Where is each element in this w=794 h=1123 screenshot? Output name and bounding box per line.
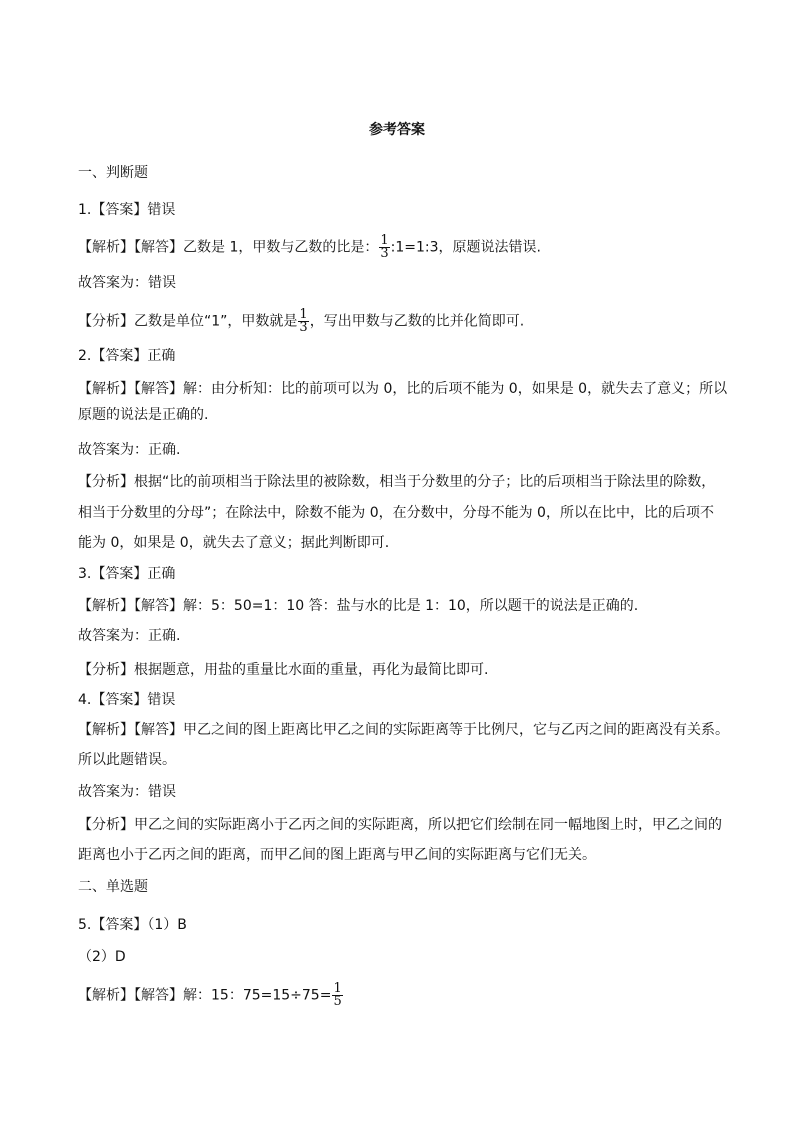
q5-fraction [332, 983, 342, 1008]
q3-conclusion: 故答案为：正确. [78, 628, 181, 644]
q4-explanation-line-1: 【分析】甲乙之间的实际距离小于乙丙之间的实际距离，所以把它们绘制在同一幅地图上时，甲乙之间的 [78, 817, 722, 833]
q5-analysis-text: 【解析】【解答】解：15：75=15÷75= [78, 987, 332, 1004]
section-heading-single-choice: 二、单选题 [78, 879, 148, 895]
page-title: 参考答案 [369, 122, 425, 138]
q1-fraction [379, 235, 389, 260]
q4-answer: 4.【答案】错误 [78, 692, 176, 708]
q1-explanation-text: 【分析】乙数是单位“1”，甲数就是 [78, 313, 298, 330]
q4-explanation-line-2: 距离也小于乙丙之间的距离，而甲乙间的图上距离与甲乙间的实际距离与它们无关。 [78, 847, 596, 863]
q2-answer: 2.【答案】正确 [78, 348, 176, 364]
fraction-denominator: 3 [380, 246, 389, 261]
q1-explanation-text-end: ，写出甲数与乙数的比并化简即可. [309, 313, 525, 330]
q2-explanation-line-3: 能为 0，如果是 0，就失去了意义；据此判断即可. [78, 535, 390, 551]
q1-analysis-text-end: :1=1:3，原题说法错误. [390, 239, 541, 256]
q2-explanation-line-1: 【分析】根据“比的前项相当于除法里的被除数，相当于分数里的分子；比的后项相当于除法里的除数， [78, 474, 716, 490]
q1-answer: 1.【答案】错误 [78, 202, 176, 218]
fraction-denominator: 3 [299, 320, 308, 335]
q1-explanation-fraction [298, 309, 308, 334]
q4-analysis-line-2: 所以此题错误。 [78, 752, 176, 768]
q2-conclusion: 故答案为：正确. [78, 442, 181, 458]
q2-analysis-line-2: 原题的说法是正确的. [78, 407, 209, 423]
q1-analysis [78, 235, 541, 260]
q5-answer: 5.【答案】（1）B [78, 917, 187, 933]
fraction-numerator: 1 [299, 307, 308, 322]
q1-conclusion: 故答案为：错误 [78, 275, 176, 291]
q5-analysis [78, 983, 344, 1008]
q2-explanation-line-2: 相当于分数里的分母”；在除法中，除数不能为 0，在分数中，分母不能为 0，所以在比中，比的后项不 [78, 505, 714, 521]
q1-explanation [78, 309, 524, 334]
q3-analysis: 【解析】【解答】解：5：50=1：10 答：盐与水的比是 1：10，所以题干的说法是正确的. [78, 598, 639, 614]
q3-answer: 3.【答案】正确 [78, 566, 176, 582]
fraction-numerator: 1 [333, 981, 342, 996]
q5-answer-part-2: （2）D [78, 949, 126, 965]
q4-conclusion: 故答案为：错误 [78, 784, 176, 800]
fraction-denominator: 5 [333, 994, 342, 1009]
section-heading-judgement: 一、判断题 [78, 165, 148, 181]
q3-explanation: 【分析】根据题意，用盐的重量比水面的重量，再化为最简比即可. [78, 662, 489, 678]
fraction-numerator: 1 [380, 233, 389, 248]
q4-analysis-line-1: 【解析】【解答】甲乙之间的图上距离比甲乙之间的实际距离等于比例尺，它与乙丙之间的距离没有关系。 [78, 722, 729, 738]
q1-analysis-text: 【解析】【解答】乙数是 1，甲数与乙数的比是： [78, 239, 379, 256]
q2-analysis-line-1: 【解析】【解答】解：由分析知：比的前项可以为 0，比的后项不能为 0，如果是 0，就失去了意义；所以 [78, 381, 728, 397]
